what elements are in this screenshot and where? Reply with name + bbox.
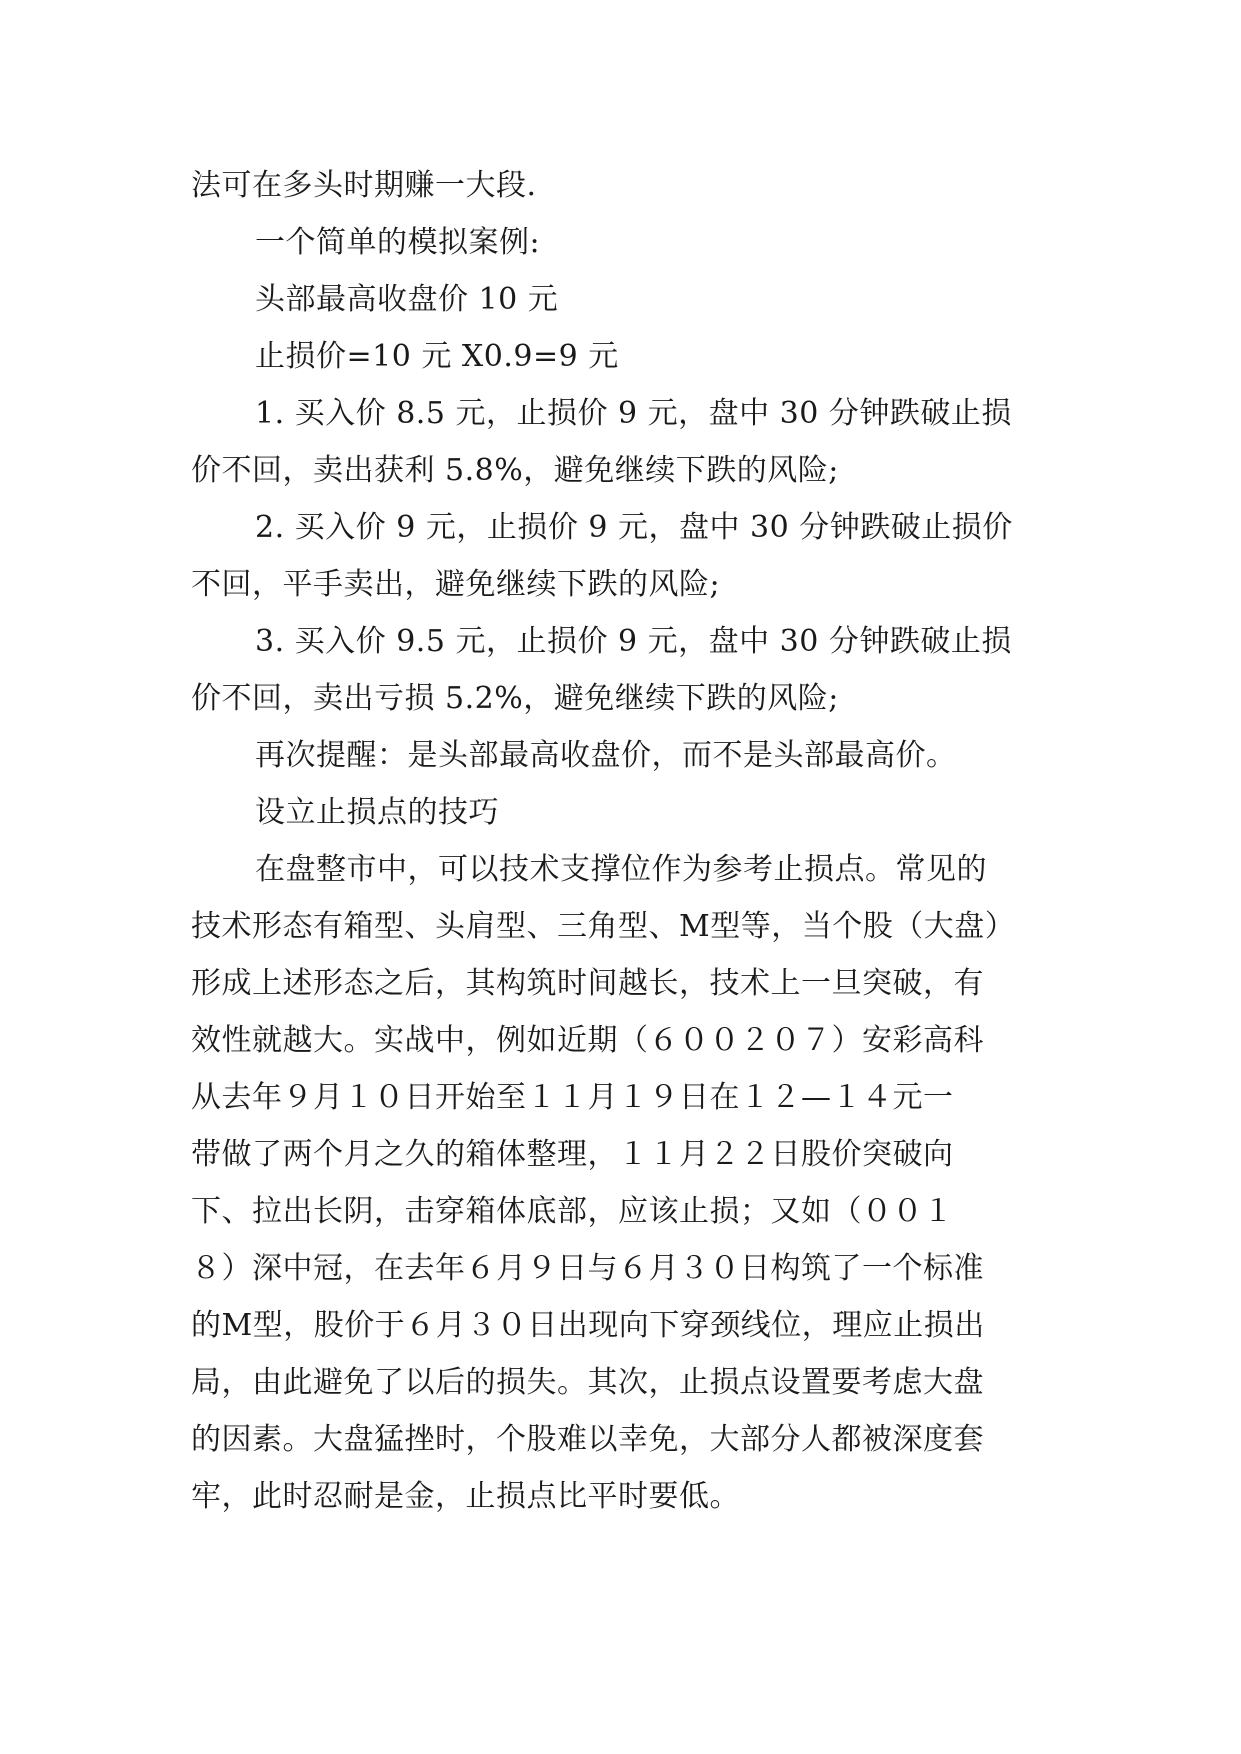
section-heading: 设立止损点的技巧 [255,795,499,830]
text-line: 效性就越大。实战中，例如近期（６００２０７）安彩高科 [191,1023,984,1058]
text-line: 价不回，卖出获利 5.8%，避免继续下跌的风险; [191,453,839,488]
text-line: 牢，此时忍耐是金，止损点比平时要低。 [191,1479,740,1514]
text-line: 的M型，股价于６月３０日出现向下穿颈线位，理应止损出 [191,1308,985,1343]
text-line: 头部最高收盘价 10 元 [255,282,559,317]
text-line: 技术形态有箱型、头肩型、三角型、M型等，当个股（大盘） [191,909,1016,944]
text-line: 下、拉出长阴，击穿箱体底部，应该止损；又如（００１ [191,1194,954,1229]
text-line: 再次提醒：是头部最高收盘价，而不是头部最高价。 [255,738,957,773]
text-line: 法可在多头时期赚一大段. [191,168,537,203]
text-line: 的因素。大盘猛挫时，个股难以幸免，大部分人都被深度套 [191,1422,984,1457]
text-line: 从去年９月１０日开始至１１月１９日在１２—１４元一 [191,1080,954,1115]
text-line: 价不回，卖出亏损 5.2%，避免继续下跌的风险; [191,681,839,716]
text-line: ８）深中冠，在去年６月９日与６月３０日构筑了一个标准 [191,1251,984,1286]
text-line: 1. 买入价 8.5 元，止损价 9 元，盘中 30 分钟跌破止损 [255,396,1012,431]
text-line: 一个简单的模拟案例: [255,225,541,260]
text-line: 3. 买入价 9.5 元，止损价 9 元，盘中 30 分钟跌破止损 [255,624,1012,659]
text-line: 止损价=10 元 X0.9=9 元 [255,339,619,374]
text-line: 不回，平手卖出，避免继续下跌的风险; [191,567,721,602]
text-line: 局，由此避免了以后的损失。其次，止损点设置要考虑大盘 [191,1365,984,1400]
text-line: 形成上述形态之后，其构筑时间越长，技术上一旦突破，有 [191,966,984,1001]
text-line: 带做了两个月之久的箱体整理，１１月２２日股价突破向 [191,1137,954,1172]
text-line: 在盘整市中，可以技术支撑位作为参考止损点。常见的 [255,852,987,887]
text-line: 2. 买入价 9 元，止损价 9 元，盘中 30 分钟跌破止损价 [255,510,1013,545]
